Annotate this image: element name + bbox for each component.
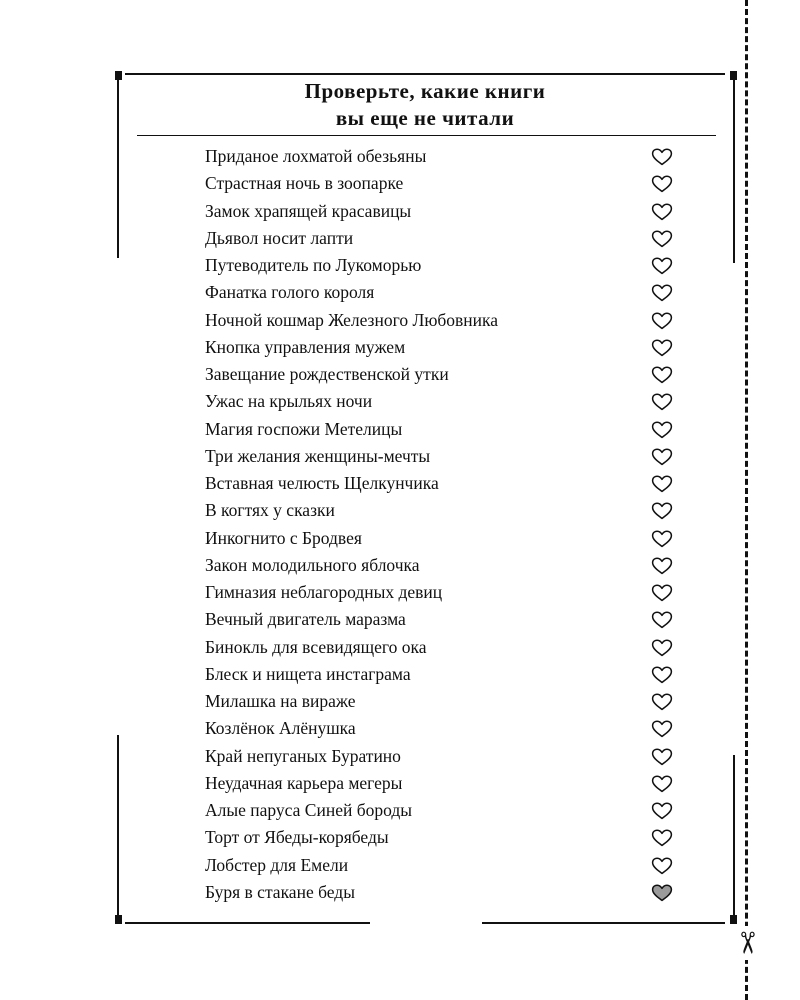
book-item xyxy=(0,661,800,688)
book-title: В когтях у сказки xyxy=(205,500,335,521)
heart-icon[interactable] xyxy=(651,584,673,602)
book-item xyxy=(0,879,800,906)
book-item xyxy=(0,225,800,252)
book-list xyxy=(0,143,800,906)
book-item xyxy=(0,606,800,633)
heart-icon[interactable] xyxy=(651,230,673,248)
heart-icon[interactable] xyxy=(651,312,673,330)
heart-icon[interactable] xyxy=(651,693,673,711)
book-item xyxy=(0,307,800,334)
heart-icon[interactable] xyxy=(651,557,673,575)
frame-corner-bottom-right xyxy=(730,915,737,924)
heart-icon[interactable] xyxy=(651,257,673,275)
book-title: Ужас на крыльях ночи xyxy=(205,391,373,412)
heart-icon[interactable] xyxy=(651,611,673,629)
heart-icon[interactable] xyxy=(651,284,673,302)
book-title: Край непуганых Буратино xyxy=(205,745,401,766)
book-title: Блеск и нищета инстаграма xyxy=(205,663,411,684)
book-title: Ночной кошмар Железного Любовника xyxy=(205,309,499,330)
heart-icon[interactable] xyxy=(651,748,673,766)
book-title: Бинокль для всевидящего ока xyxy=(205,636,427,657)
book-item xyxy=(0,443,800,470)
book-title: Вечный двигатель маразма xyxy=(205,609,406,630)
heart-icon[interactable] xyxy=(651,829,673,847)
frame-top-line xyxy=(125,73,725,75)
book-title: Торт от Ябеды-корябеды xyxy=(205,827,389,848)
frame-corner-top-left xyxy=(115,71,122,80)
book-title: Приданое лохматой обезьяны xyxy=(205,146,427,166)
book-item xyxy=(0,361,800,388)
book-item xyxy=(0,143,800,170)
heading-line-2: вы еще не читали xyxy=(335,106,515,130)
book-item xyxy=(0,579,800,606)
book-title: Алые паруса Синей бороды xyxy=(205,800,413,820)
heart-icon[interactable] xyxy=(651,475,673,493)
heart-icon[interactable] xyxy=(651,639,673,657)
frame-bottom-line-left xyxy=(125,922,370,924)
book-item xyxy=(0,634,800,661)
heart-icon[interactable] xyxy=(651,775,673,793)
heart-icon[interactable] xyxy=(651,802,673,820)
heading-line-1: Проверьте, какие книги xyxy=(304,79,546,103)
book-title: Магия госпожи Метелицы xyxy=(205,418,403,439)
heart-icon[interactable] xyxy=(651,393,673,411)
book-title: Вставная челюсть Щелкунчика xyxy=(205,473,439,493)
scissors-icon: ✂ xyxy=(729,926,763,960)
book-item xyxy=(0,552,800,579)
book-item xyxy=(0,797,800,824)
book-title: Лобстер для Емели xyxy=(205,854,349,875)
book-title: Милашка на вираже xyxy=(205,691,356,711)
heart-icon[interactable] xyxy=(651,448,673,466)
book-item xyxy=(0,416,800,443)
book-title: Гимназия неблагородных девиц xyxy=(205,582,443,602)
book-item xyxy=(0,170,800,197)
book-title: Неудачная карьера мегеры xyxy=(205,772,403,793)
book-title: Кнопка управления мужем xyxy=(205,336,406,357)
book-title: Инкогнито с Бродвея xyxy=(205,527,362,548)
book-item xyxy=(0,852,800,879)
book-item xyxy=(0,334,800,361)
heart-icon[interactable] xyxy=(651,884,673,902)
book-item xyxy=(0,279,800,306)
frame-corner-bottom-left xyxy=(115,915,122,924)
heart-icon[interactable] xyxy=(651,203,673,221)
book-item xyxy=(0,252,800,279)
book-item xyxy=(0,688,800,715)
book-item xyxy=(0,770,800,797)
book-title: Закон молодильного яблочка xyxy=(205,554,420,575)
heart-icon[interactable] xyxy=(651,339,673,357)
book-title: Козлёнок Алёнушка xyxy=(205,718,356,739)
heart-icon[interactable] xyxy=(651,366,673,384)
book-item xyxy=(0,715,800,742)
heading-rule xyxy=(137,135,716,136)
book-item xyxy=(0,497,800,524)
heart-icon[interactable] xyxy=(651,421,673,439)
book-item xyxy=(0,198,800,225)
book-title: Страстная ночь в зоопарке xyxy=(205,173,404,194)
book-item xyxy=(0,470,800,497)
book-item xyxy=(0,388,800,415)
heart-icon[interactable] xyxy=(651,148,673,166)
frame-corner-top-right xyxy=(730,71,737,80)
frame-bottom-line-right xyxy=(482,922,725,924)
book-item xyxy=(0,743,800,770)
book-title: Путеводитель по Лукоморью xyxy=(205,255,422,275)
heart-icon[interactable] xyxy=(651,666,673,684)
book-title: Завещание рождественской утки xyxy=(205,364,449,384)
heart-icon[interactable] xyxy=(651,857,673,875)
book-item xyxy=(0,824,800,851)
book-title: Буря в стакане беды xyxy=(205,881,355,902)
heart-icon[interactable] xyxy=(651,175,673,193)
heart-icon[interactable] xyxy=(651,720,673,738)
book-title: Замок храпящей красавицы xyxy=(205,200,412,221)
book-item xyxy=(0,525,800,552)
book-title: Три желания женщины-мечты xyxy=(205,445,431,466)
heart-icon[interactable] xyxy=(651,502,673,520)
book-title: Фанатка голого короля xyxy=(205,282,375,303)
heart-icon[interactable] xyxy=(651,530,673,548)
book-title: Дьявол носит лапти xyxy=(205,227,354,248)
